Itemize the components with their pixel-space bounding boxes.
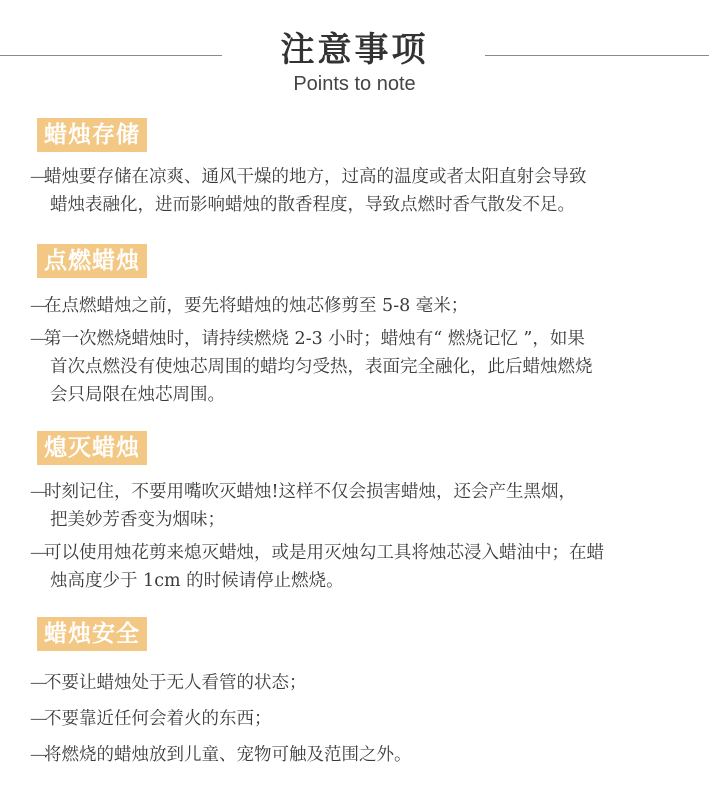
item-line: —可以使用烛花剪来熄灭蜡烛，或是用灭烛勾工具将烛芯浸入蜡油中；在蜡 xyxy=(30,539,680,567)
section-title-extinguishing: 熄灭蜡烛 xyxy=(37,431,147,465)
item-line: —不要靠近任何会着火的东西； xyxy=(30,705,680,733)
list-item xyxy=(30,325,680,409)
page-subtitle: Points to note xyxy=(293,73,416,95)
list-item xyxy=(30,669,680,697)
item-line: 蜡烛表融化，进而影响蜡烛的散香程度，导致点燃时香气散发不足。 xyxy=(50,195,575,215)
list-item xyxy=(30,705,680,733)
item-line: —时刻记住，不要用嘴吹灭蜡烛!这样不仅会损害蜡烛，还会产生黑烟， xyxy=(30,478,680,506)
item-line: —将燃烧的蜡烛放到儿童、宠物可触及范围之外。 xyxy=(30,741,680,769)
list-item xyxy=(30,741,680,769)
list-item xyxy=(30,478,680,534)
dash-icon: — xyxy=(30,167,48,187)
page-header xyxy=(0,0,709,110)
section-title-lighting: 点燃蜡烛 xyxy=(37,244,147,278)
item-line: —不要让蜡烛处于无人看管的状态； xyxy=(30,669,680,697)
item-line: 把美妙芳香变为烟味； xyxy=(50,510,225,530)
item-line: —在点燃蜡烛之前，要先将蜡烛的烛芯修剪至 5-8 毫米； xyxy=(30,292,680,320)
section-title-storage: 蜡烛存储 xyxy=(37,118,147,152)
list-item xyxy=(30,539,680,595)
list-item xyxy=(30,163,680,219)
dash-icon: — xyxy=(30,482,48,502)
dash-icon: — xyxy=(30,673,48,693)
header-rule-right xyxy=(485,55,709,56)
dash-icon: — xyxy=(30,745,48,765)
item-line: 烛高度少于 1cm 的时候请停止燃烧。 xyxy=(50,571,344,591)
item-line: —蜡烛要存储在凉爽、通风干燥的地方，过高的温度或者太阳直射会导致 xyxy=(30,163,680,191)
list-item xyxy=(30,292,680,320)
item-line: 首次点燃没有使烛芯周围的蜡均匀受热，表面完全融化，此后蜡烛燃烧 xyxy=(50,357,593,377)
dash-icon: — xyxy=(30,543,48,563)
dash-icon: — xyxy=(30,709,48,729)
item-line: 会只局限在烛芯周围。 xyxy=(50,385,225,405)
section-title-safety: 蜡烛安全 xyxy=(37,617,147,651)
page-title: 注意事项 xyxy=(280,30,429,70)
dash-icon: — xyxy=(30,329,48,349)
item-line: —第一次燃烧蜡烛时，请持续燃烧 2-3 小时；蜡烛有“ 燃烧记忆 ”，如果 xyxy=(30,325,680,353)
dash-icon: — xyxy=(30,296,48,316)
